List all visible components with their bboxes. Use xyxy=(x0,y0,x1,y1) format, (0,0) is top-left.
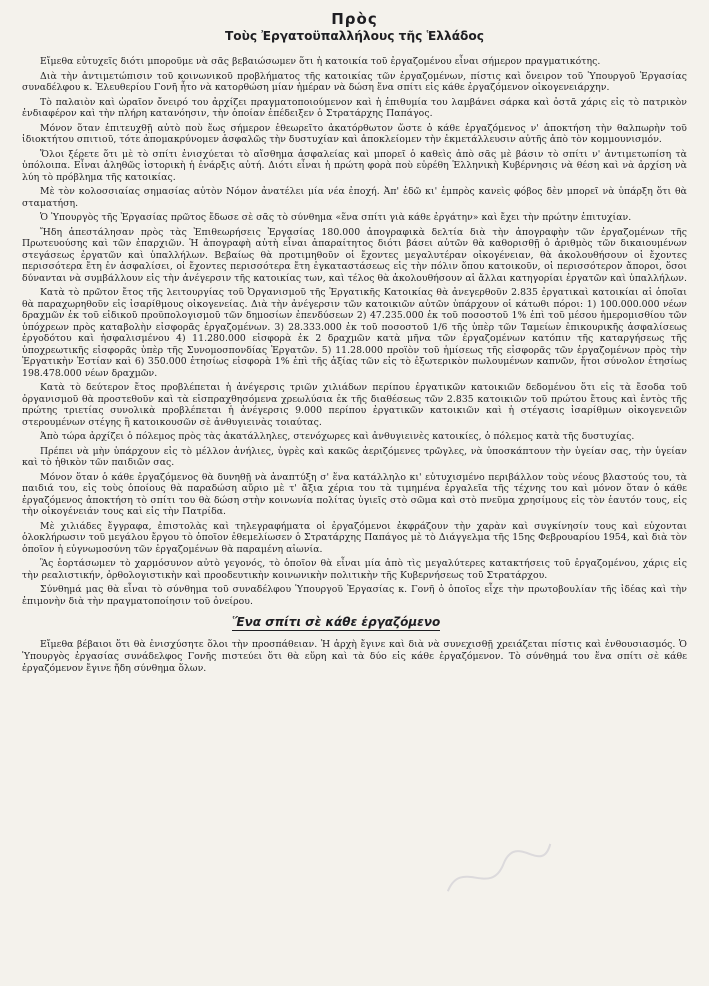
paragraph: Ἂς ἑορτάσωμεν τὸ χαρμόσυνον αὐτὸ γεγονός, τὸ ὁποῖον θὰ εἶναι μία ἀπὸ τὶς μεγαλύτερες κατακτήσεις τοῦ ἐργαζομένου, χάρις εἰς τὴν ρεαλιστικήν, ὀρθολογιστικὴν καὶ προοδευτικὴν κοινωνικὴν πολιτικὴν τῆς Κυβερνήσεως τοῦ Στρατάρχου. xyxy=(22,558,687,581)
body-text xyxy=(22,56,687,607)
paragraph: Μόνον ὅταν ἐπιτευχθῇ αὐτὸ ποὺ ἕως σήμερον ἐθεωρεῖτο ἀκατόρθωτον ὥστε ὁ κάθε ἐργαζόμενος ν' ἀποκτήση τὴν θαλπωρὴν τοῦ ἰδιοκτήτου σπιτιοῦ, τότε ἀπομακρύνομεν ἀσφαλῶς τὴν δυστυχίαν καὶ ἀποκλείομεν τὴν ἐκμετάλλευσιν αὐτῆς ἀπὸ τὸν κομμουνισμόν. xyxy=(22,122,687,145)
paragraph: Διὰ τὴν ἀντιμετώπισιν τοῦ κοινωνικοῦ προβλήματος τῆς κατοικίας τῶν ἐργαζομένων, πίστις καὶ ὄνειρον τοῦ Ὑπουργοῦ Ἐργασίας συναδέλφου κ. Ἐλευθερίου Γονῆ ἦτο νὰ κατορθώση μίαν ἡμέραν νὰ δώση ἕνα σπίτι εἰς κάθε ἐργαζόμενον οἰκογενειάρχην. xyxy=(22,70,687,93)
paragraph: Ἤδη ἀπεστάλησαν πρὸς τὰς Ἐπιθεωρήσεις Ἐργασίας 180.000 ἀπογραφικὰ δελτία διὰ τὴν ἀπογραφὴν τῶν ἐργαζομένων τῆς Πρωτευούσης καὶ τῶν ἐπαρχιῶν. Ἡ ἀπογραφὴ αὐτὴ εἶναι ἀπαραίτητος διότι βάσει αὐτῶν θὰ καθορισθῇ ὁ ἀριθμὸς τῶν δικαιουμένων στεγάσεως ἐργατῶν καὶ ὑπαλλήλων. Βεβαίως θὰ προτιμηθοῦν οἱ ἔχοντες μεγαλυτέραν οἰκογένειαν, θὰ ἀκολουθήσουν οἱ ἔχοντες περισσότερα ἔτη ἐν ἀσφαλίσει, οἱ ἔχοντες περισσότερα ἔτη ἐγκαταστάσεως εἰς τὴν πόλιν ὅπου κατοικοῦν, οἱ περισσότερον ἄποροι, ὅσοι δύνανται νὰ συμβάλλουν εἰς τὴν ἀνέγερσιν τῆς κατοικίας των, καὶ τέλος θὰ ἀκολουθήσουν αἱ ἄλλαι κατηγορίαι ἐργατῶν καὶ ὑπαλλήλων. xyxy=(22,226,688,284)
paragraph: Ἀπὸ τώρα ἀρχίζει ὁ πόλεμος πρὸς τὰς ἀκατάλληλες, στενόχωρες καὶ ἀνθυγιεινὲς κατοικίες, ὁ πόλεμος κατὰ τῆς δυστυχίας. xyxy=(40,431,635,442)
closing-paragraph: Εἴμεθα βέβαιοι ὅτι θὰ ἐνισχύσητε ὅλοι τὴν προσπάθειαν. Ἡ ἀρχὴ ἔγινε καὶ διὰ νὰ συνεχισθῇ χρειάζεται πίστις καὶ ἐνθουσιασμός. Ὁ Ὑπουργὸς ἐργασίας συνάδελφος Γονῆς πιστεύει ὅτι θὰ εὕρη καὶ τὰ δύο εἰς κάθε ἐργαζόμενον. Τὸ σύνθημά του ἕνα σπίτι σὲ κάθε ἐργαζόμενον ἔγινε ἤδη σύνθημα ὅλων. xyxy=(22,639,687,674)
section-heading xyxy=(22,615,687,629)
paragraph: Κατὰ τὸ δεύτερον ἔτος προβλέπεται ἡ ἀνέγερσις τριῶν χιλιάδων περίπου ἐργατικῶν κατοικιῶν δεδομένου ὅτι εἰς τὰ ἔσοδα τοῦ ὀργανισμοῦ θὰ προστεθοῦν καὶ τὰ εἰσπραχθησόμενα χρεωλύσια ἐκ τῆς διαθέσεως τῶν 2.835 κατοικιῶν τοῦ πρώτου ἔτους καὶ ἐντὸς τῆς πρώτης τριετίας συνολικὰ προβλέπεται ἡ ἀνέγερσις 9.000 περίπου ἐργατικῶν κατοικιῶν καὶ ἡ στέγασις ἰσαρίθμων οἰκογενειῶν στερουμένων στέγης ἢ κατοικουσῶν σὲ ἀνθυγιεινὰς τοιαύτας. xyxy=(22,382,687,428)
paragraph: Ὁ Ὑπουργὸς τῆς Ἐργασίας πρῶτος ἔδωσε σὲ σᾶς τὸ σύνθημα «ἕνα σπίτι γιὰ κάθε ἐργάτην» καὶ ἔχει τὴν πρώτην ἐπιτυχίαν. xyxy=(40,212,632,223)
paragraph: Κατὰ τὸ πρῶτον ἔτος τῆς λειτουργίας τοῦ Ὀργανισμοῦ τῆς Ἐργατικῆς Κατοικίας θὰ ἀνεγερθοῦν 2.835 ἐργατικαὶ κατοικίαι αἱ ὁποῖαι θὰ παραχωρηθοῦν εἰς ἰσαρίθμους οἰκογενείας. Διὰ τὴν ἀνέγερσιν τῶν κατοικιῶν αὐτῶν ὑπάρχουν οἱ κάτωθι πόροι: 1) 100.000.000 νέων δραχμῶν ἐκ τοῦ εἰδικοῦ προϋπολογισμοῦ τῶν δημοσίων ἐπενδύσεων 2) 47.235.000 ἐκ τοῦ ποσοστοῦ 1% ἐπὶ τοῦ μέσου ἡμερομισθίου τῶν ὑπόχρεων πρὸς καταβολὴν εἰσφορᾶς ἐργαζομένων. 3) 28.333.000 ἐκ τοῦ ποσοστοῦ 1/6 τῆς ὑπὲρ τῶν Ταμείων ἐπικουρικῆς ἀσφαλίσεως ἐργοδότου καὶ ἠσφαλισμένου 4) 11.280.000 εἰσφορὰ ἐκ 2 δραχμῶν κατὰ μῆνα τῶν ἐργαζομένων κατόπιν τῆς καταργήσεως τῆς ὑποχρεωτικῆς εἰσφορᾶς ὑπὲρ τῆς Συνομοσπονδίας Ἐργατῶν. 5) 11.28.000 προϊὸν τοῦ ἡμίσεως τῆς εἰσφορᾶς τῶν ἐργαζομένων πρὸς τὴν Ἐργατικὴν Ἑστίαν καὶ 6) 350.000 ἐτησίως εἰσφορὰ 1% ἐπὶ τῆς ἀξίας τῶν εἰς τὸ ἐξωτερικὸν πωλουμένων καπνῶν, ἤτοι σύνολον ἐτησίως 198.478.000 νέων δραχμῶν. xyxy=(22,287,687,379)
paragraph: Τὸ παλαιὸν καὶ ὡραῖον ὄνειρό του ἀρχίζει πραγματοποιούμενον καὶ ἡ ἐπιθυμία του λαμβάνει σάρκα καὶ ὀστᾶ χάρις εἰς τὸ πατρικὸν ἐνδιαφέρον καὶ τὴν πλήρη κατανόησιν, τὴν ὁποίαν ἐπέδειξεν ὁ Στρατάρχης Παπάγος. xyxy=(22,96,687,119)
section-heading-text: Ἕνα σπίτι σὲ κάθε ἐργαζόμενο xyxy=(232,615,441,629)
paragraph: Σύνθημά μας θὰ εἶναι τὸ σύνθημα τοῦ συναδέλφου Ὑπουργοῦ Ἐργασίας κ. Γονῆ ὁ ὁποῖος εἶχε τὴν πρωτοβουλίαν τῆς ἰδέας καὶ τὴν ἐπιμονὴν διὰ τὴν πραγματοποίησιν τοῦ ὀνείρου. xyxy=(22,584,687,607)
page-subtitle: Τοὺς Ἐργατοϋπαλλήλους τῆς Ἑλλάδος xyxy=(224,29,485,43)
closing-section xyxy=(22,639,687,675)
paragraph: Μόνον ὅταν ὁ κάθε ἐργαζόμενος θὰ δυνηθῇ νὰ ἀναπτύξη σ' ἕνα κατάλληλο κι' εὐτυχισμένο περιβάλλον τοὺς νέους βλαστούς του, τὰ παιδιά του, εἰς τοὺς ὁποίους θὰ παραδώση αὔριο μὲ τ' ἄξια χέρια του τὰ τιμημένα ἐργαλεῖα τῆς τέχνης του καὶ μόνον ὅταν ὁ κάθε ἐργαζόμενος ἀποκτήση τὸ σπίτι του θὰ δώση στὴν κοινωνία πολίτας ὑγιεῖς στὸ σῶμα καὶ στὸ πνεῦμα χρησίμους εἰς τὸν ἑαυτόν τους, εἰς τὴν οἰκογένειάν τους καὶ εἰς τὴν Πατρίδα. xyxy=(22,471,687,517)
paragraph: Ὅλοι ξέρετε ὅτι μὲ τὸ σπίτι ἐνισχύεται τὸ αἴσθημα ἀσφαλείας καὶ μπορεῖ ὁ καθεὶς ἀπὸ σᾶς μὲ βάσιν τὸ σπίτι ν' ἀντιμετωπίση τὰ ὑπόλοιπα. Εἶναι ἀληθῶς ἱστορικὴ ἡ ἐνάρξις αὐτή. Διότι εἶναι ἡ πρώτη φορὰ ποὺ εὑρέθη Ἑλληνικὴ Κυβέρνησις νὰ θέση καὶ νὰ ἀρχίση νὰ λύη τὸ πρόβλημα τῆς κατοικίας. xyxy=(22,148,687,183)
paragraph: Εἴμεθα εὐτυχεῖς διότι μποροῦμε νὰ σᾶς βεβαιώσωμεν ὅτι ἡ κατοικία τοῦ ἐργαζομένου εἶναι σήμερον πραγματικότης. xyxy=(40,56,601,67)
title-block xyxy=(22,10,687,44)
paragraph: Μὲ χιλιάδες ἔγγραφα, ἐπιστολὰς καὶ τηλεγραφήματα οἱ ἐργαζόμενοι ἐκφράζουν τὴν χαρὰν καὶ συγκίνησίν τους καὶ εὐχονται ὁλοκλήρωσιν τοῦ μεγάλου ἔργου τὸ ὁποῖον ἐθεμελίωσεν ὁ Στρατάρχης Παπάγος μὲ τὸ Διάγγελμα τῆς 15ης Φεβρουαρίου 1954, καὶ διὰ τὸν ὁποῖον ἡ εὐγνωμοσύνη τῶν ἐργαζομένων θὰ παραμένη αἰωνία. xyxy=(22,520,687,555)
paragraph: Πρέπει νὰ μὴν ὑπάρχουν εἰς τὸ μέλλον ἀνήλιες, ὑγρὲς καὶ κακῶς ἀεριζόμενες τρῶγλες, νὰ ὑποσκάπτουν τὴν ὑγείαν σας, τὴν ὑγείαν καὶ τὸ ἠθικὸν τῶν παιδιῶν σας. xyxy=(22,445,687,468)
page-title: Πρὸς xyxy=(331,10,378,28)
paragraph: Μὲ τὸν κολοσσιαίας σημασίας αὐτὸν Νόμον ἀνατέλει μία νέα ἐποχή. Ἀπ' ἐδῶ κι' ἐμπρὸς κανεὶς φόβος δὲν μπορεῖ νὰ ὑπάρξη ὅτι θὰ σταματήση. xyxy=(22,186,687,209)
